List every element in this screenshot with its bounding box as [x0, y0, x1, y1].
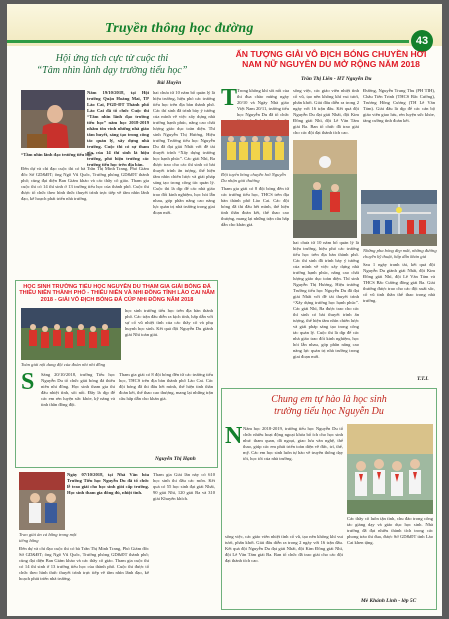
article5-lead: Ngày 07/10/2018, tại Nhà Văn hóa Trường Tiểu học Nguyễn Du đã tổ chức lễ trao giải cho học sinh giỏi cấp trường. Học sinh tham gia đông đủ, nhiệt tình.	[67, 472, 149, 495]
article5-col1b-body: Đến dự và chỉ đạo cuộc thi có bà Trần Thị Minh Trang, Phó Giám đốc Sở GD&ĐT; ông Ngô Vũ Quốc, Trưởng phòng GD&ĐT thành phố; cùng đại diện Ban Giám khảo và các thầy cô giáo. Tham gia cuộc thi có 14 thí sinh ở 13 trường tiểu học của thành phố. Cuộc thi được tổ chức theo hình thức thuyết trình trực tiếp về tầm nhìn lãnh đạo, kế hoạch phát triển nhà trường.	[19, 546, 149, 581]
article2-photo-caption2: Những pha bóng đẹp mắt, những đường chuyền kỹ thuật, hấp dẫn khán giả	[363, 248, 437, 259]
article5-photo-award	[19, 472, 65, 530]
article3-col1-body: Sáng 20/10/2018, trường Tiểu học Nguyễn Du tổ chức giải bóng đá thiếu niên nhi đồng. Học sinh tham gia thi đấu nhiệt tình, sôi nổi. Đây là dịp để các em rèn luyện sức khỏe, kỹ năng và tinh thần đồng đội.	[41, 372, 115, 407]
article1-col2-body: hai chưa từ 10 năm bổ quản lý là hiệu trưởng, hiệu phó các trường tiểu học trên địa bàn thành phố. Các thí sinh đã trình bày ý tưởng của mình về việc xây dựng nhà trường hạnh phúc, nâng cao chất lượng giáo dục toàn diện. Thí sinh Nguyễn Thị Hương, Hiệu trưởng Trường tiểu học Nguyễn Du đã đạt giải Nhất với đề tài thuyết trình “Xây dựng trường học hạnh phúc”. Các giải Nhì, Ba được trao cho các thí sinh có bài thuyết trình ấn tượng, thể hiện tầm nhìn chiến lược và giải pháp sáng tạo trong công tác quản lý. Cuộc thi là dịp để các nhà giáo trao đổi kinh nghiệm, học hỏi lẫn nhau, góp phần nâng cao năng lực quản trị nhà trường trong giai đoạn mới.	[153, 90, 215, 215]
article3-photo-caption: Toàn giải nội dung đội của đoàn nhi nhi đồng	[21, 362, 106, 367]
article3-signature: Nguyễn Thị Hạnh	[155, 456, 196, 462]
article2-col3-text: Đường, Nguyễn Trung Thu (PH TIH), Châu Tiến Trinh (THCS Bắc Cường), Trương Hồng Cương (TH Lê Văn Tám). Giải đấu là dịp để các cán bộ giáo viên giao lưu, rèn luyện sức khỏe, tăng cường tình đoàn kết.	[363, 88, 435, 123]
article1-lead-paragraph: Năm 19/10/2018, tại Hội trường Quận Hoàng Mai, TP Lào Cai, PGD-ĐT Thành phố Lào Cai đã tổ chức Cuộc thi “Tâm nhìn lãnh đạo trường tiểu học” năm học 2018-2019 nhằm tôn vinh những nhà giáo tâm huyết, sáng tạo trong công tác quản lý, xây dựng nhà trường. Cuộc thi có sự tham gia của 14 thí sinh là hiệu trưởng, phó hiệu trưởng các trường tiểu học trên địa bàn.	[87, 90, 149, 167]
article2-signature: T.T.L	[417, 376, 429, 382]
article1-quote: “Tầm nhìn lãnh đạo trường tiểu học”	[21, 152, 95, 157]
section-title: Truyền thông học đường	[105, 21, 254, 36]
article3-headline: HỌC SINH TRƯỜNG TIỂU HỌC NGUYỄN DU THAM GIA GIẢI BÓNG ĐÁ THIẾU NIÊN THÀNH PHỐ - THIẾU NIÊN VÀ NHI ĐỒNG TỈNH LÀO CAI NĂM 2018 - GIẢI VÔ ĐỊCH BÓNG ĐÁ CÚP NHI ĐỒNG NĂM 2018	[19, 284, 215, 303]
article2-headline: ẤN TƯỢNG GIẢI VÔ ĐỊCH BÓNG CHUYỀN HƠI NAM NỮ NGUYỄN DU MỞ RỘNG NĂM 2018	[235, 49, 427, 69]
article1-col1-top	[87, 90, 149, 167]
article4-dropcap: N	[225, 423, 243, 449]
article2-photo-players	[293, 140, 357, 238]
page-number-badge: 43	[411, 30, 433, 52]
article2-photo-caption1: Đội tuyển bóng chuyền hơi Nguyễn Du nhận giải thưởng	[221, 172, 286, 183]
article3-dropcap: S	[21, 369, 35, 395]
article4-kicker-line2: trường tiểu học Nguyễn Du	[274, 406, 384, 417]
article5-col2-body: Tham gia Giải lần này có 610 học sinh thi đấu các môn. Kết quả có 55 học sinh đạt giải Nhất, 90 giải Nhì, 120 giải Ba và 310 giải Khuyến khích.	[153, 472, 215, 501]
article4-col1-body: Năm học 2018-2019, trường tiểu học Nguyễn Du tổ chức nhiều hoạt động ngoại khóa bổ ích cho học sinh như: tham quan, dã ngoại, giao lưu văn nghệ, thể thao, giúp các em phát triển toàn diện về đức, trí, thể, mỹ. Các em học sinh luôn tự hào về truyền thống dạy tốt, học tốt của nhà trường.	[243, 426, 343, 461]
article4-photo-students	[347, 424, 433, 514]
page-header	[7, 4, 442, 46]
article2-photo-winners	[221, 120, 289, 170]
article4-col2-body: Các thầy cô luôn tận tình, chu đáo trong công tác giảng dạy và giáo dục học sinh. Nhà trường đã đạt nhiều thành tích trong các phong trào thi đua, được Sở GD&ĐT tỉnh Lào Cai khen tặng.	[347, 516, 433, 545]
article4-col1b-body: sống việc, các giáo viên nhiệt tình cổ vũ, tạo nên không khí vui tươi, phấn khởi. Giải đấu diễn ra trong 2 ngày với 16 trận đấu. Kết quả đội Nguyễn Du đạt giải Nhất, đội Kim Đồng giải Nhì, đội Lê Văn Tám giải Ba. Ban tổ chức đã trao giải cho các đội đạt thành tích cao.	[225, 534, 343, 563]
article2-photo-match	[361, 190, 437, 246]
header-rule	[7, 40, 409, 43]
article1-kicker	[17, 53, 207, 77]
article1-byline: Bài Huyền	[157, 80, 182, 86]
article2-byline: Trần Thị Liên - HT Nguyễn Du	[301, 76, 372, 82]
article2-dropcap: T	[221, 85, 238, 111]
article2-col3-top	[363, 88, 435, 188]
magazine-page	[7, 4, 442, 616]
article5-col1-body	[67, 472, 149, 532]
article2-col2-top: sống việc, các giáo viên nhiệt tình cổ vũ, tạo nên không khí vui tươi, phấn khởi. Giải đấu diễn ra trong 2 ngày với 16 trận đấu. Kết quả đội Nguyễn Du đạt giải Nhất, đội Kim Đồng giải Nhì, đội Lê Văn Tám giải Ba. Ban tổ chức đã trao giải cho các đội đạt thành tích cao.	[293, 88, 359, 135]
article1-kicker-line1: Hội ứng tích cực từ cuộc thi	[55, 53, 169, 64]
article2-col2-body: hai chưa từ 10 năm bổ quản lý là hiệu trưởng, hiệu phó các trường tiểu học trên địa bàn thành phố. Các thí sinh đã trình bày ý tưởng của mình về việc xây dựng nhà trường hạnh phúc, nâng cao chất lượng giáo dục toàn diện. Thí sinh Nguyễn Thị Hương, Hiệu trưởng Trường tiểu học Nguyễn Du đã đạt giải Nhất với đề tài thuyết trình “Xây dựng trường học hạnh phúc”. Các giải Nhì, Ba được trao cho các thí sinh có bài thuyết trình ấn tượng, thể hiện tầm nhìn chiến lược và giải pháp sáng tạo trong công tác quản lý. Cuộc thi là dịp để các nhà giáo trao đổi kinh nghiệm, học hỏi lẫn nhau, góp phần nâng cao năng lực quản trị nhà trường trong giai đoạn mới.	[293, 240, 359, 359]
article4-kicker	[269, 394, 389, 418]
article3-col2-body: Tham gia giải có 8 đội bóng đến từ các trường tiểu học, THCS trên địa bàn thành phố Lào Cai. Các đội bóng đã thi đấu hết mình, thể hiện tinh thần đoàn kết, thể thao cao thượng, mang lại những trận cầu hấp dẫn cho khán giả.	[119, 372, 213, 401]
article1-photo-speaker	[21, 90, 85, 148]
article4-signature: Mè Khánh Linh - lớp 5C	[361, 598, 417, 604]
article2-col1-top: Trong không khí sôi nổi của thi đua chào mừng ngày 20/10 và Ngày Nhà giáo Việt Nam 20/11, trường tiểu học Nguyễn Du đã tổ chức	[237, 88, 289, 117]
article1-col1-body: Đến dự và chỉ đạo cuộc thi có bà Trần Thị Minh Trang, Phó Giám đốc Sở GD&ĐT; ông Ngô Vũ Quốc, Trưởng phòng GD&ĐT thành phố; cùng đại diện Ban Giám khảo và các thầy cô giáo. Tham gia cuộc thi có 14 thí sinh ở 13 trường tiểu học của thành phố. Cuộc thi được tổ chức theo hình thức thuyết trình trực tiếp về tầm nhìn lãnh đạo, kế hoạch phát triển nhà trường.	[21, 166, 149, 201]
article1-kicker-line2: “Tâm nhìn lành dạy trường tiểu học”	[36, 65, 188, 76]
article5-photo-caption: Trao giải ăn cả bằng trong một tiếng bằng	[19, 532, 77, 543]
article4-kicker-line1: Chung em tự hào là học sinh	[271, 394, 387, 405]
article2-col3-body: Sau 1 ngày tranh tài, kết quả đội Nguyễn Du giành giải Nhất, đội Kim Đồng giải Nhì, đội Lê Văn Tám và THCS Bắc Cường đồng giải Ba. Giải thưởng được trao cho các đội xuất sắc, cổ vũ tinh thần thể thao trong nhà trường.	[363, 262, 435, 303]
article2-col1-body: Tham gia giải có 8 đội bóng đến từ các trường tiểu học, THCS trên địa bàn thành phố Lào Cai. Các đội bóng đã thi đấu hết mình, thể hiện tinh thần đoàn kết, thể thao cao thượng, mang lại những trận cầu hấp dẫn cho khán giả.	[221, 186, 289, 227]
article3-photo-team	[21, 308, 121, 360]
article3-col2-top: học sinh trường tiểu học trên địa bàn thành phố. Các trận đấu diễn ra kịch tính, hấp dẫn với sự cổ vũ nhiệt tình của các thầy cô và phụ huynh học sinh. Kết quả đội Nguyễn Du giành giải Nhì toàn giải.	[125, 308, 213, 337]
